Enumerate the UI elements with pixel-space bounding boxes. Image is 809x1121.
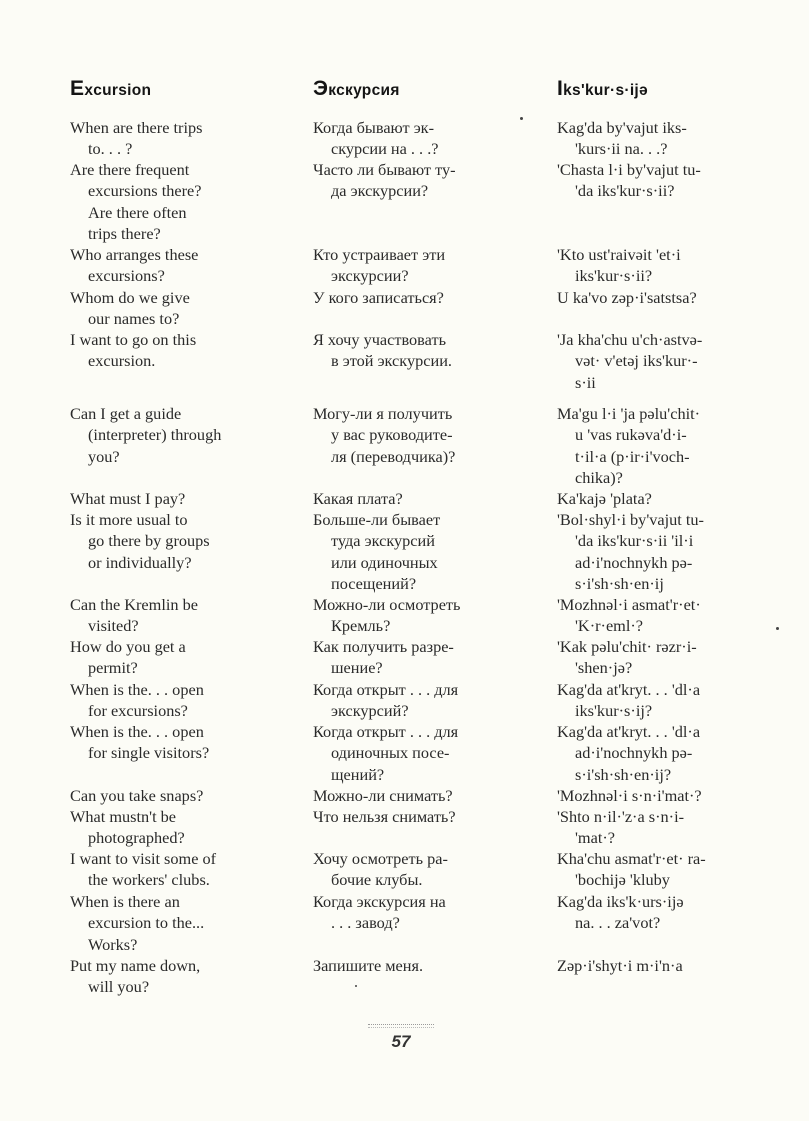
phrase-entry [70,721,260,764]
phrase-line: или одиночных [331,552,438,572]
phrase-line: na. . . za'vot? [575,913,661,933]
phrase-line: 'Bol·shyl·i by'vajut tu- [557,510,704,529]
phrase-line: the workers' clubs. [88,870,210,890]
phrase-line: Больше-ли бывает [313,510,441,529]
phrase-line: will you? [88,977,150,997]
phrase-entry [313,679,505,722]
phrase-line: (interpreter) through [88,425,222,445]
column-transliteration [557,77,751,975]
phrase-line: в этой экскурсии. [331,351,452,371]
phrase-line: щений? [331,764,385,784]
phrase-entry [70,785,260,806]
phrase-entry [557,403,751,488]
phrase-entry [557,509,751,594]
phrase-line: Kha'chu asmat'r·et· ra- [557,849,706,868]
heading-rest: кскурсия [328,82,400,99]
phrase-line: s·i'sh·sh·en·ij [575,573,664,593]
phrase-entry [557,636,751,679]
column-heading-transliteration [557,78,751,100]
phrase-line: photographed? [88,828,185,848]
heading-initial: Э [313,77,329,100]
phrase-entry [557,287,751,308]
phrase-entry [70,955,260,998]
phrase-line: 'da iks'kur·s·ii 'il·i [575,531,694,551]
phrase-entry [70,117,260,160]
phrase-line: Как получить разре- [313,637,454,656]
column-heading-russian [313,78,505,100]
phrase-entry [557,848,751,891]
phrase-line: Могу-ли я получить [313,404,453,423]
phrase-line: Когда открыт . . . для [313,680,459,699]
phrase-entry [313,287,505,308]
phrase-line: Kag'da iks'k·urs·ijə [557,892,684,911]
phrase-line: permit? [88,658,138,678]
phrase-line: for single visitors? [88,743,210,763]
phrase-line: У кого записаться? [313,288,444,307]
phrase-line: Who arranges these [70,245,199,264]
phrase-entry [313,891,505,934]
phrase-line: посещений? [331,573,417,593]
phrase-line: When are there trips [70,118,203,137]
phrase-line: How do you get a [70,637,186,656]
phrase-entry [313,955,505,976]
phrase-line: our names to? [88,309,180,329]
phrase-entry [557,488,751,509]
phrase-line: Put my name down, [70,956,201,975]
phrase-line: . . . завод? [331,913,400,933]
phrase-line: шение? [331,658,383,678]
phrase-entry [313,159,505,202]
heading-rest: ks'kur·s·ijə [563,82,648,99]
phrase-line: 'Ja kha'chu u'ch·astvə- [557,330,703,349]
phrase-entry [313,594,505,637]
page-number: 57 [391,1032,411,1051]
phrase-line: туда экскурсий [331,531,435,551]
phrase-line: u 'vas rukəva'd·i- [575,425,687,445]
phrase-line: Are there often [88,202,187,222]
phrase-line: Kag'da at'kryt. . . 'dl·a [557,722,701,741]
phrase-entry [557,329,751,393]
phrase-entry [70,287,260,330]
phrase-line: Can I get a guide [70,404,182,423]
phrase-entry [557,785,751,806]
phrase-entry [557,679,751,722]
phrase-line: to. . . ? [88,139,133,159]
phrase-line: iks'kur·s·ij? [575,701,653,721]
phrase-line: I want to visit some of [70,849,217,868]
phrase-entry [313,329,505,372]
phrase-entry [70,636,260,679]
phrase-line: Какая плата? [313,489,403,508]
phrase-line: 'da iks'kur·s·ii? [575,181,675,201]
phrase-line: у вас руководите- [331,425,453,445]
phrase-line: Кремль? [331,616,391,636]
phrase-entry [557,244,751,287]
phrase-entry [313,721,505,785]
phrase-line: Zəp·i'shyt·i m·i'n·a [557,956,683,975]
phrase-line: or individually? [88,552,192,572]
phrase-line: Ka'kajə 'plata? [557,489,652,508]
phrase-line: vət· v'etəj iks'kur·- [575,351,698,371]
phrase-line: Can you take snaps? [70,786,204,805]
phrase-line: 'Chasta l·i by'vajut tu- [557,160,701,179]
phrase-line: Я хочу участвовать [313,330,446,349]
phrase-entry [557,806,751,849]
phrase-line: 'Mozhnəl·i asmat'r·et· [557,595,701,614]
phrase-line: да экскурсии? [331,181,429,201]
phrase-entry [313,509,505,594]
phrase-line: chika)? [575,467,623,487]
phrase-line: iks'kur·s·ii? [575,266,653,286]
phrase-line: excursion. [88,351,156,371]
phrase-line: for excursions? [88,701,188,721]
phrase-entry [70,679,260,722]
phrase-line: экскурсий? [331,701,409,721]
phrase-line: U ka'vo zəp·i'satstsa? [557,288,697,307]
phrase-line: экскурсии? [331,266,409,286]
phrase-entry [313,117,505,160]
phrase-line: ad·i'nochnykh pə- [575,552,693,572]
phrase-line: Когда экскурсия на [313,892,446,911]
phrase-entry [313,403,505,467]
phrase-entry [70,244,260,287]
phrase-line: Когда открыт . . . для [313,722,459,741]
scan-speck [776,627,779,630]
heading-initial: I [557,77,564,100]
phrase-entry [557,594,751,637]
phrase-line: Works? [88,934,138,954]
phrase-entry [557,955,751,976]
phrase-line: ad·i'nochnykh pə- [575,743,693,763]
phrase-line: trips there? [88,223,161,243]
phrase-entry [70,594,260,637]
phrase-line: 'mat·? [575,828,615,848]
column-english [70,77,260,997]
phrase-entry [70,509,260,573]
phrase-line: Are there frequent [70,160,190,179]
phrase-line: visited? [88,616,139,636]
footer-rule [368,1024,434,1028]
phrase-entry [70,159,260,244]
phrase-line: 'Kak pəlu'chit· rəzr·i- [557,637,697,656]
phrase-line: Кто устраивает эти [313,245,446,264]
phrase-entry [313,848,505,891]
phrase-line: одиночных посе- [331,743,450,763]
phrase-line: 'Shto n·il·'z·a s·n·i- [557,807,685,826]
phrase-line: 'K·r·eml·? [575,616,644,636]
phrase-entry [70,891,260,955]
phrase-entry [557,117,751,160]
phrase-line: s·i'sh·sh·en·ij? [575,764,672,784]
phrase-line: Хочу осмотреть ра- [313,849,448,868]
phrase-line: ля (переводчика)? [331,446,456,466]
phrase-entry [313,806,505,827]
phrase-entry [557,159,751,202]
phrase-line: What mustn't be [70,807,177,826]
page-footer [368,1024,434,1052]
phrase-line: When is the. . . open [70,680,204,699]
phrase-entry [313,244,505,287]
phrase-entry [313,636,505,679]
heading-initial: E [70,77,85,100]
phrase-line: t·il·a (p·ir·i'voch- [575,446,690,466]
phrase-line: s·ii [575,372,596,392]
scan-speck [520,117,523,120]
phrase-line: Часто ли бывают ту- [313,160,456,179]
phrase-line: Запишите меня. [313,956,424,975]
phrase-line: Kag'da by'vajut iks- [557,118,687,137]
heading-rest: xcursion [84,82,152,99]
phrase-line: Whom do we give [70,288,190,307]
phrase-line: скурсии на . . .? [331,139,439,159]
phrase-line: 'Mozhnəl·i s·n·i'mat·? [557,786,702,805]
phrase-entry [70,488,260,509]
phrase-line: бочие клубы. [331,870,423,890]
phrase-entry [557,721,751,785]
column-russian [313,77,505,975]
phrase-line: Можно-ли осмотреть [313,595,461,614]
phrase-entry [557,891,751,934]
phrase-line: 'bochijə 'kluby [575,870,670,890]
phrase-line: When is the. . . open [70,722,204,741]
phrase-line: 'kurs·ii na. . .? [575,139,668,159]
phrase-line: Когда бывают эк- [313,118,435,137]
column-heading-english [70,78,260,100]
phrase-line: Можно-ли снимать? [313,786,453,805]
phrase-line: Can the Kremlin be [70,595,198,614]
phrase-line: Ma'gu l·i 'ja pəlu'chit· [557,404,701,423]
phrase-entry [70,848,260,891]
phrase-line: 'Kto ust'raivəit 'et·i [557,245,681,264]
phrase-line: When is there an [70,892,180,911]
phrase-entry [70,403,260,467]
phrase-line: go there by groups [88,531,210,551]
phrase-line: Kag'da at'kryt. . . 'dl·a [557,680,701,699]
phrase-line: excursions? [88,266,165,286]
phrase-line: What must I pay? [70,489,186,508]
phrase-entry [70,329,260,372]
scan-speck [355,985,357,987]
phrase-line: Is it more usual to [70,510,188,529]
phrase-line: excursions there? [88,181,202,201]
phrase-line: Что нельзя снимать? [313,807,456,826]
phrase-line: I want to go on this [70,330,197,349]
phrase-entry [313,488,505,509]
phrase-line: you? [88,446,120,466]
phrase-line: 'shen·jə? [575,658,633,678]
phrase-entry [70,806,260,849]
phrase-line: excursion to the... [88,913,205,933]
phrase-entry [313,785,505,806]
